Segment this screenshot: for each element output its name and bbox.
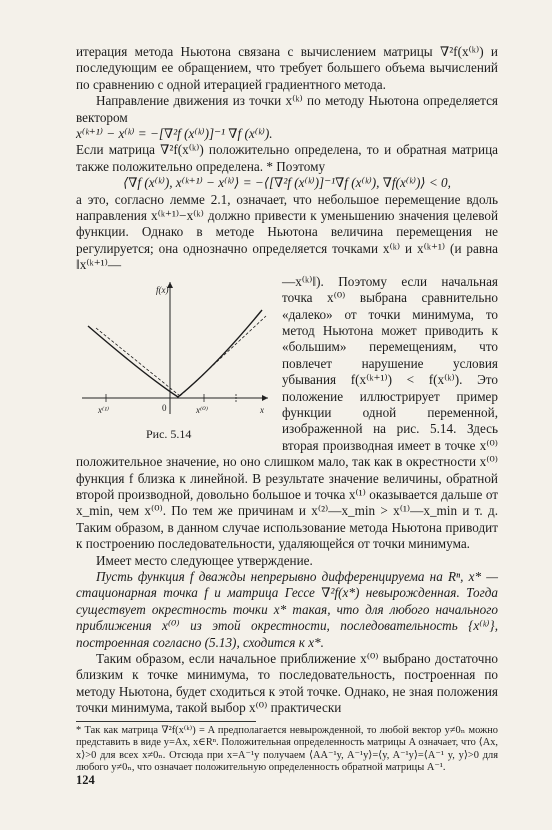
paragraph-4-continued: —x⁽ᵏ⁾‖). Поэтому если начальная точка x⁽⁰⁾ выбрана сравнительно «далеко» от точки минимума, то метод Ньютона может приводить к «большим» перемещениям, что повлечет нарушение условия убывания f(x⁽ᵏ⁺¹⁾) < f(x⁽ᵏ⁾). Это положение иллюстрирует пример функции одной переменной, изображенной на рис. 5.14. Здесь вторая производная имеет в точке x⁽⁰⁾ положительное значение, но оно слишком мало, так как в окрестности x⁽⁰⁾ функция f близка к линейной. В результате значение величины, обратной второй производной, довольно большое и точка x⁽¹⁾ оказывается дальше от x_min, чем x⁽⁰⁾. По тем же причинам и x⁽²⁾—x_min > x⁽¹⁾—x_min и т. д. Таким образом, в данном случае использование метода Ньютона приводит к построению последовательности, удаляющейся от точки минимума.	[76, 273, 498, 552]
footnote: * Так как матрица ∇²f(x⁽ᵏ⁾) = A предполагается невырожденной, то любой вектор y≠0ₙ можно представить в виде y=Ax, x∈Rⁿ. Положительная определенность матрицы A означает, что ⟨Ax, x⟩>0 для всех x≠0ₙ. Отсюда при x=A⁻¹y получаем ⟨AA⁻¹y, A⁻¹y⟩=⟨y, A⁻¹y⟩=⟨A⁻¹ y, y⟩>0 для любого y≠0ₙ, что означает положительную определенность обратной матрицы A⁻¹.	[76, 724, 498, 774]
theorem-statement: Пусть функция f дважды непрерывно дифференцируема на Rⁿ, x* — стационарная точка f и матрица Гессе ∇²f(x*) невырожденная. Тогда существует окрестность точки x* такая, что для любого начального приближения x⁽⁰⁾ из этой окрестности, последовательность {x⁽ᵏ⁾}, построенная согласно (5.13), сходится к x*.	[76, 569, 498, 650]
figure-caption: Рис. 5.14	[146, 426, 192, 441]
formula-descent-inequality: ⟨∇f (x⁽ᵏ⁾), x⁽ᵏ⁺¹⁾ − x⁽ᵏ⁾⟩ = −⟨[∇²f (x⁽ᵏ⁾)]⁻¹∇f (x⁽ᵏ⁾), ∇f(x⁽ᵏ⁾)⟩ < 0,	[123, 175, 451, 191]
y-axis-label: f(x)	[156, 284, 169, 295]
origin-label: 0	[162, 402, 167, 413]
x-axis-label: x	[260, 404, 264, 415]
figure-5-14	[76, 276, 272, 446]
point-label-x1: x⁽¹⁾	[98, 404, 110, 415]
paragraph-6: Таким образом, если начальное приближение x⁽⁰⁾ выбрано достаточно близким к точке минимума, то последовательность, построенная по методу Ньютона, будет сходиться к этой точке. Однако, не зная положения точки минимума, такой выбор x⁽⁰⁾ практически	[76, 651, 498, 716]
point-label-x0: x⁽⁰⁾	[196, 404, 209, 415]
paragraph-2: Направление движения из точки x⁽ᵏ⁾ по методу Ньютона определяется вектором	[76, 93, 498, 125]
paragraph-3: Если матрица ∇²f(x⁽ᵏ⁾) положительно определена, то и обратная матрица также положительно определена. * Поэтому	[76, 142, 498, 174]
paragraph-1: итерация метода Ньютона связана с вычислением матрицы ∇²f(x⁽ᵏ⁾) и последующим ее обращением, что требует большего объема вычислений по сравнению с одной итерацией градиентного метода.	[76, 44, 498, 92]
footnote-rule	[76, 721, 256, 722]
page-number: 124	[76, 773, 95, 787]
paragraph-4: а это, согласно лемме 2.1, означает, что небольшое перемещение вдоль направления x⁽ᵏ⁺¹⁾−x⁽ᵏ⁾ должно привести к уменьшению значения целевой функции. Однако в методе Ньютона величина перемещения не регулируется; она однозначно определяется точками x⁽ᵏ⁾ и x⁽ᵏ⁺¹⁾ (и равна ‖x⁽ᵏ⁺¹⁾—	[76, 191, 498, 273]
formula-newton-step: x⁽ᵏ⁺¹⁾ − x⁽ᵏ⁾ = −[∇²f (x⁽ᵏ⁾)]⁻¹ ∇f (x⁽ᵏ⁾).	[76, 126, 273, 142]
paragraph-5: Имеет место следующее утверждение.	[96, 552, 313, 568]
